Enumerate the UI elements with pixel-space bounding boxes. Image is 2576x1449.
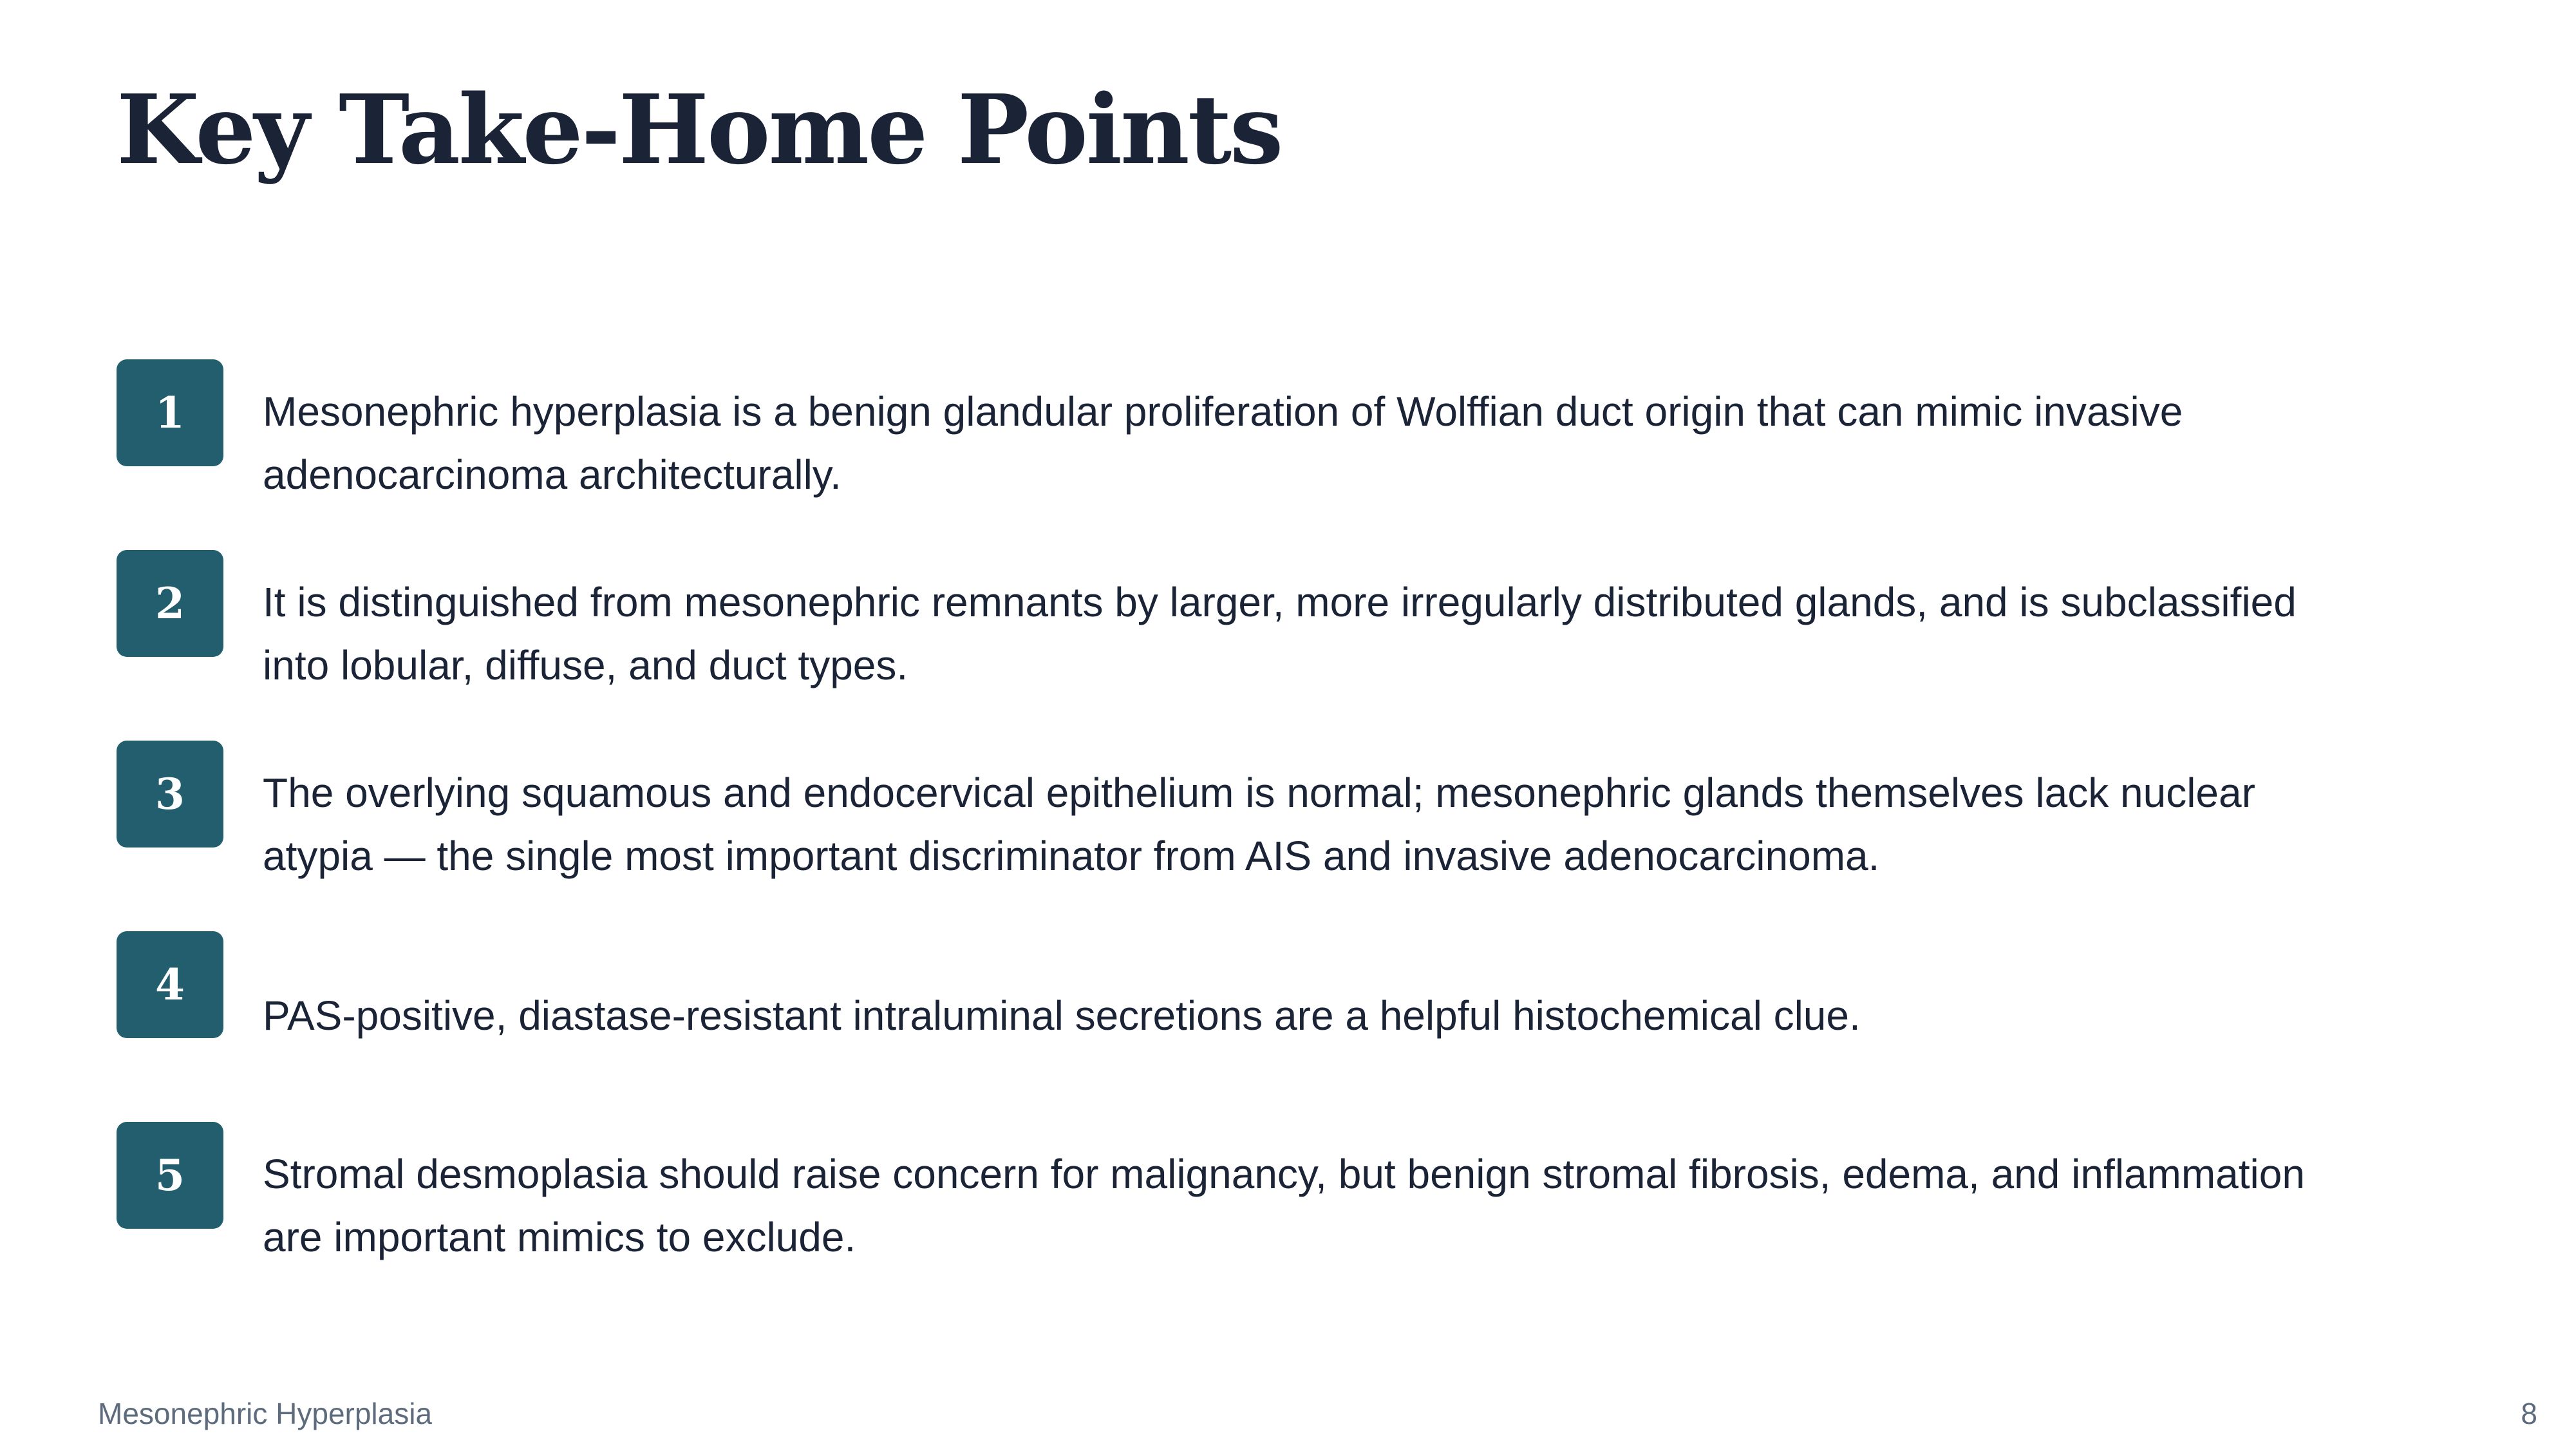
slide-title: Key Take-Home Points [117,73,1282,185]
point-number-badge-5: 5 [117,1122,223,1229]
point-text-3: The overlying squamous and endocervical epithelium is normal; mesonephric glands themselves lack nuclear atypia — the single most important discriminator from AIS and invasive adenocarcinoma. [263,770,2255,879]
take-home-point-3 [117,741,2370,889]
point-number-badge-2: 2 [117,550,223,657]
point-text-5: Stromal desmoplasia should raise concern for malignancy, but benign stromal fibrosis, edema, and inflammation are important mimics to exclude. [263,1151,2305,1260]
footer-page-number: 8 [2521,1397,2537,1430]
point-text-4: PAS-positive, diastase-resistant intraluminal secretions are a helpful histochemical clue. [263,992,1861,1039]
point-number-badge-4: 4 [117,931,223,1038]
take-home-point-4 [117,931,2370,1079]
point-number-badge-1: 1 [117,359,223,466]
point-text-2: It is distinguished from mesonephric remnants by larger, more irregularly distributed glands, and is subclassified into lobular, diffuse, and duct types. [263,579,2297,688]
footer-deck-title: Mesonephric Hyperplasia [98,1397,433,1430]
take-home-point-1 [117,359,2370,507]
point-text-1: Mesonephric hyperplasia is a benign glandular proliferation of Wolffian duct origin that can mimic invasive adenocarcinoma architecturally. [263,388,2183,498]
point-number-badge-3: 3 [117,741,223,848]
take-home-point-2 [117,550,2370,698]
take-home-point-5 [117,1122,2370,1270]
